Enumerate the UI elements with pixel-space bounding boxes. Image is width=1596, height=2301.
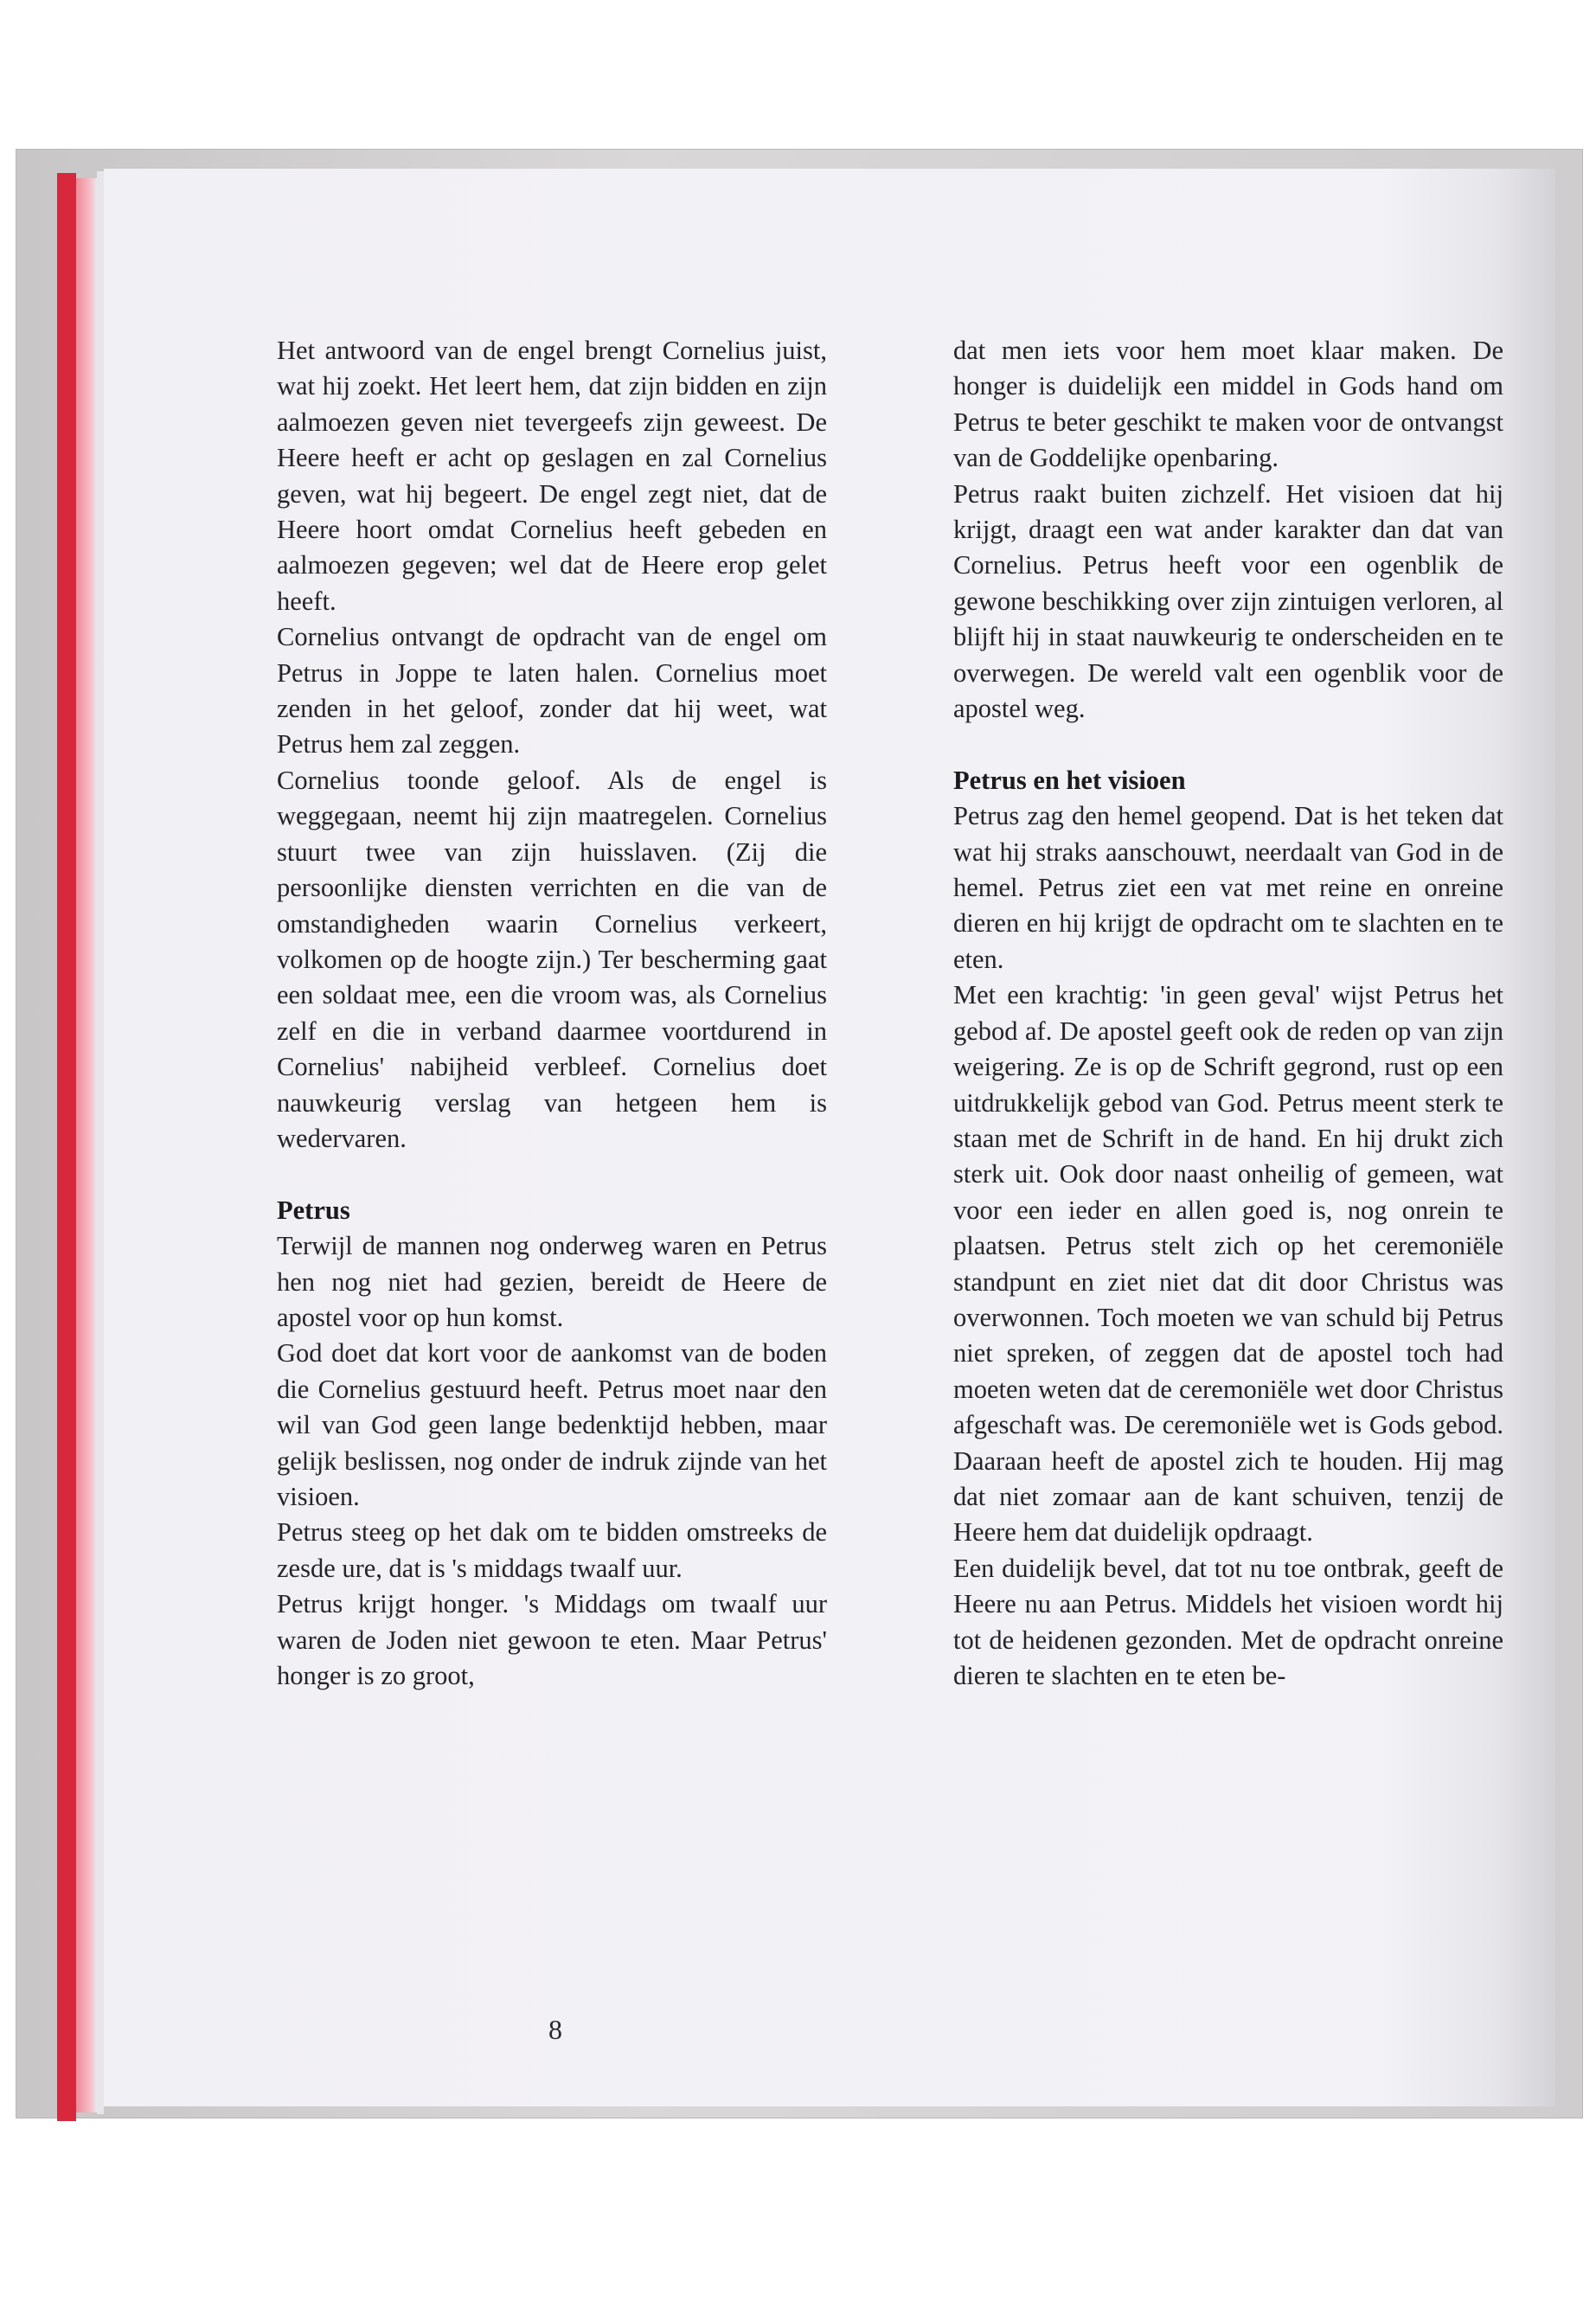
- left-column: [277, 333, 827, 1694]
- paragraph: Een duidelijk bevel, dat tot nu toe ontbrak, geeft de Heere nu aan Petrus. Middels het visioen wordt hij tot de heidenen gezonden. Met de opdracht onreine dieren te slachten en te eten be-: [953, 1553, 1503, 1691]
- paragraph: Het antwoord van de engel brengt Cornelius juist, wat hij zoekt. Het leert hem, dat zijn bidden en zijn aalmoezen geven niet tevergeefs zijn geweest. De Heere heeft er acht op geslagen en zal Cornelius geven, wat hij begeert. De engel zegt niet, dat de Heere hoort omdat Cornelius heeft gebeden en aalmoezen gegeven; wel dat de Heere erop gelet heeft.: [277, 336, 827, 616]
- paragraph: Terwijl de mannen nog onderweg waren en Petrus hen nog niet had gezien, bereidt de Heere de apostel voor op hun komst.: [277, 1231, 827, 1332]
- paragraph: Met een krachtig: 'in geen geval' wijst Petrus het gebod af. De apostel geeft ook de reden op van zijn weigering. Ze is op de Schrift gegrond, rust op een uitdrukkelijk gebod van God. Petrus meent sterk te staan met de Schrift in de hand. En hij drukt zich sterk uit. Ook door naast onheilig of gemeen, wat voor een ieder en allen goed is, nog onrein te plaatsen. Petrus stelt zich op het ceremoniële standpunt en ziet niet dat dit door Christus was overwonnen. Toch moeten we van schuld bij Petrus niet spreken, of zeggen dat de apostel toch had moeten weten dat de ceremoniële wet door Christus afgeschaft was. De ceremoniële wet is Gods gebod. Daaraan heeft de apostel zich te houden. Hij mag dat niet zomaar aan de kant schuiven, tenzij de Heere hem dat duidelijk opdraagt.: [953, 980, 1503, 1548]
- page-edge-pink: [76, 178, 97, 2112]
- paragraph: God doet dat kort voor de aankomst van de boden die Cornelius gestuurd heeft. Petrus moet naar den wil van God geen lange bedenktijd hebben, maar gelijk beslissen, nog onder de indruk zijnde van het visioen.: [277, 1338, 827, 1511]
- section-heading: Petrus: [277, 1195, 350, 1225]
- paragraph: Petrus zag den hemel geopend. Dat is het teken dat wat hij straks aanschouwt, neerdaalt van God in de hemel. Petrus ziet een vat met reine en onreine dieren en hij krijgt de opdracht om te slachten en te eten.: [953, 801, 1503, 974]
- paragraph: dat men iets voor hem moet klaar maken. De honger is duidelijk een middel in Gods hand om Petrus te beter geschikt te maken voor de ontvangst van de Goddelijke openbaring.: [953, 336, 1503, 473]
- section-heading: Petrus en het visioen: [953, 765, 1186, 795]
- paragraph: Petrus steeg op het dak om te bidden omstreeks de zesde ure, dat is 's middags twaalf uur.: [277, 1517, 827, 1583]
- paragraph: Cornelius toonde geloof. Als de engel is weggegaan, neemt hij zijn maatregelen. Cornelius stuurt twee van zijn huisslaven. (Zij die persoonlijke diensten verrichten en die van de omstandigheden waarin Cornelius verkeert, volkomen op de hoogte zijn.) Ter bescherming gaat een soldaat mee, een die vroom was, als Cornelius zelf en die in verband daarmee voortdurend in Cornelius' nabijheid verbleef. Cornelius doet nauwkeurig verslag van hetgeen hem is wedervaren.: [277, 765, 827, 1153]
- paragraph: Petrus krijgt honger. 's Middags om twaalf uur waren de Joden niet gewoon te eten. Maar Petrus' honger is zo groot,: [277, 1589, 827, 1691]
- page-edge-red: [57, 173, 76, 2121]
- paragraph: Petrus raakt buiten zichzelf. Het visioen dat hij krijgt, draagt een wat ander karakter dan dat van Cornelius. Petrus heeft voor een ogenblik de gewone beschikking over zijn zintuigen verloren, al blijft hij in staat nauwkeurig te onderscheiden en te overwegen. De wereld valt een ogenblik voor de apostel weg.: [953, 478, 1503, 724]
- page-edge-white: [97, 171, 104, 2114]
- paragraph: Cornelius ontvangt de opdracht van de engel om Petrus in Joppe te laten halen. Cornelius moet zenden in het geloof, zonder dat hij weet, wat Petrus hem zal zeggen.: [277, 622, 827, 760]
- right-column: [953, 333, 1503, 1694]
- page-number: 8: [548, 2014, 562, 2045]
